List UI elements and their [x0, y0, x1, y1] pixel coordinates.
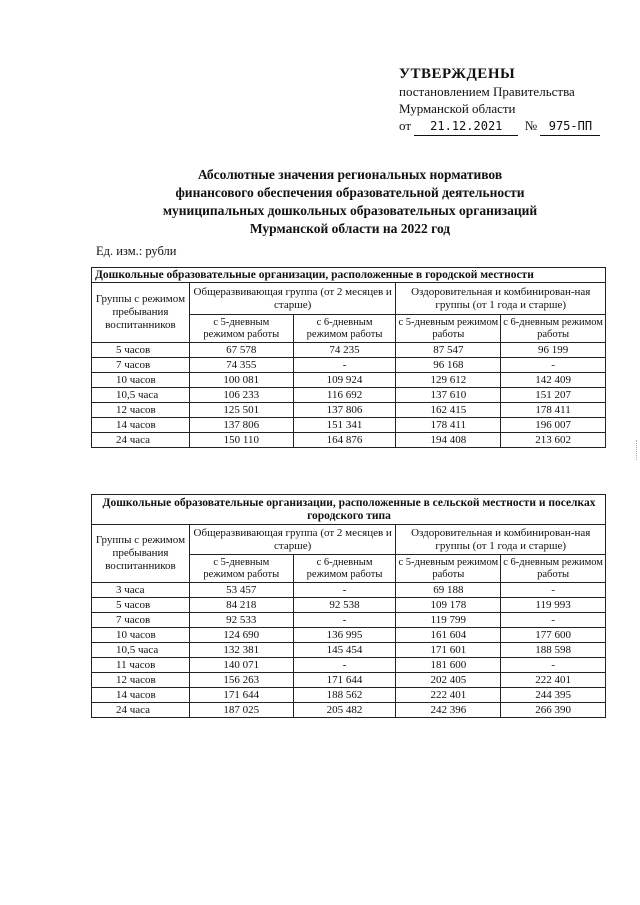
value-cell: 202 405 [396, 673, 501, 688]
table-row [92, 403, 606, 418]
stay-duration-cell: 5 часов [92, 343, 190, 358]
value-cell: 137 610 [396, 388, 501, 403]
value-cell: 92 533 [189, 613, 293, 628]
value-cell: 222 401 [501, 673, 606, 688]
document-title [60, 166, 640, 238]
table-row [92, 418, 606, 433]
value-cell: 145 454 [293, 643, 396, 658]
table-row [92, 388, 606, 403]
value-cell: 136 995 [293, 628, 396, 643]
table-body [92, 583, 606, 718]
table-heading: Дошкольные образовательные организации, расположенные в сельской местности и поселках городского типа [92, 495, 606, 525]
scan-edge-mark [636, 440, 640, 460]
table-row [92, 343, 606, 358]
value-cell: - [501, 613, 606, 628]
health-group-header: Оздоровительная и комбинирован-ная группы (от 1 года и старше) [396, 283, 606, 315]
value-cell: 125 501 [189, 403, 293, 418]
approval-line-2: Мурманской области [399, 101, 516, 116]
value-cell: 53 457 [189, 583, 293, 598]
approval-date-line [399, 117, 600, 136]
value-cell: 242 396 [396, 703, 501, 718]
value-cell: 164 876 [293, 433, 396, 448]
stay-duration-cell: 5 часов [92, 598, 190, 613]
five-day-header: с 5-дневным режимом работы [189, 315, 293, 343]
title-line-4: Мурманской области на 2022 год [249, 221, 451, 236]
value-cell: 266 390 [501, 703, 606, 718]
table-row [92, 628, 606, 643]
date-prefix: от [399, 118, 412, 133]
value-cell: 106 233 [189, 388, 293, 403]
value-cell: 171 644 [293, 673, 396, 688]
table-row [92, 613, 606, 628]
stay-duration-cell: 10 часов [92, 373, 190, 388]
value-cell: 205 482 [293, 703, 396, 718]
value-cell: 171 644 [189, 688, 293, 703]
value-cell: - [293, 583, 396, 598]
stay-duration-cell: 14 часов [92, 418, 190, 433]
value-cell: - [501, 358, 606, 373]
table-row [92, 358, 606, 373]
general-group-header: Общеразвивающая группа (от 2 месяцев и старше) [189, 283, 396, 315]
stay-duration-cell: 24 часа [92, 703, 190, 718]
value-cell: 142 409 [501, 373, 606, 388]
value-cell: 129 612 [396, 373, 501, 388]
table-row [92, 583, 606, 598]
title-line-3: муниципальных дошкольных образовательных организаций [162, 203, 538, 218]
value-cell: 84 218 [189, 598, 293, 613]
table-row [92, 688, 606, 703]
stay-duration-cell: 24 часа [92, 433, 190, 448]
value-cell: 222 401 [396, 688, 501, 703]
value-cell: - [293, 658, 396, 673]
value-cell: 196 007 [501, 418, 606, 433]
approval-line-1: постановлением Правительства [399, 84, 575, 99]
value-cell: 69 188 [396, 583, 501, 598]
value-cell: 151 341 [293, 418, 396, 433]
title-line-2: финансового обеспечения образовательной деятельности [175, 185, 525, 200]
stay-duration-cell: 3 часа [92, 583, 190, 598]
value-cell: 177 600 [501, 628, 606, 643]
value-cell: 119 799 [396, 613, 501, 628]
approval-block [399, 66, 600, 136]
six-day-header: с 6-дневным режимом работы [293, 555, 396, 583]
value-cell: - [501, 583, 606, 598]
stay-duration-cell: 10 часов [92, 628, 190, 643]
value-cell: 171 601 [396, 643, 501, 658]
value-cell: - [293, 358, 396, 373]
five-day-header: с 5-дневным режимом работы [396, 555, 501, 583]
approval-date: 21.12.2021 [414, 118, 518, 136]
value-cell: - [293, 613, 396, 628]
value-cell: 100 081 [189, 373, 293, 388]
stay-duration-cell: 11 часов [92, 658, 190, 673]
general-group-header: Общеразвивающая группа (от 2 месяцев и старше) [189, 525, 396, 555]
stay-duration-cell: 10,5 часа [92, 388, 190, 403]
value-cell: 188 598 [501, 643, 606, 658]
rural-standards-table [91, 494, 606, 718]
six-day-header: с 6-дневным режимом работы [501, 555, 606, 583]
value-cell: 92 538 [293, 598, 396, 613]
table-row [92, 433, 606, 448]
value-cell: 181 600 [396, 658, 501, 673]
table-row [92, 643, 606, 658]
value-cell: 124 690 [189, 628, 293, 643]
value-cell: 109 178 [396, 598, 501, 613]
six-day-header: с 6-дневным режимом работы [501, 315, 606, 343]
stay-mode-header: Группы с режимом пребывания воспитанников [92, 283, 190, 343]
value-cell: 156 263 [189, 673, 293, 688]
value-cell: 96 168 [396, 358, 501, 373]
value-cell: 74 235 [293, 343, 396, 358]
value-cell: 150 110 [189, 433, 293, 448]
stay-mode-header: Группы с режимом пребывания воспитанников [92, 525, 190, 583]
five-day-header: с 5-дневным режимом работы [396, 315, 501, 343]
table-row [92, 673, 606, 688]
value-cell: 67 578 [189, 343, 293, 358]
value-cell: 119 993 [501, 598, 606, 613]
value-cell: 140 071 [189, 658, 293, 673]
value-cell: 96 199 [501, 343, 606, 358]
approval-title: УТВЕРЖДЕНЫ [399, 66, 516, 82]
value-cell: 188 562 [293, 688, 396, 703]
table-body [92, 343, 606, 448]
number-prefix: № [524, 118, 538, 133]
urban-standards-table [91, 267, 606, 448]
value-cell: 244 395 [501, 688, 606, 703]
approval-number: 975-ПП [540, 118, 600, 136]
value-cell: 74 355 [189, 358, 293, 373]
units-label: Ед. изм.: рубли [96, 244, 177, 258]
value-cell: 109 924 [293, 373, 396, 388]
health-group-header: Оздоровительная и комбинирован-ная группы (от 1 года и старше) [396, 525, 606, 555]
value-cell: - [501, 658, 606, 673]
table-row [92, 703, 606, 718]
value-cell: 162 415 [396, 403, 501, 418]
stay-duration-cell: 10,5 часа [92, 643, 190, 658]
five-day-header: с 5-дневным режимом работы [189, 555, 293, 583]
table-row [92, 373, 606, 388]
value-cell: 87 547 [396, 343, 501, 358]
value-cell: 151 207 [501, 388, 606, 403]
value-cell: 116 692 [293, 388, 396, 403]
stay-duration-cell: 7 часов [92, 613, 190, 628]
value-cell: 194 408 [396, 433, 501, 448]
value-cell: 137 806 [293, 403, 396, 418]
table-row [92, 658, 606, 673]
value-cell: 213 602 [501, 433, 606, 448]
value-cell: 187 025 [189, 703, 293, 718]
table-heading: Дошкольные образовательные организации, расположенные в городской местности [92, 268, 606, 283]
stay-duration-cell: 12 часов [92, 673, 190, 688]
table-row [92, 598, 606, 613]
stay-duration-cell: 12 часов [92, 403, 190, 418]
value-cell: 132 381 [189, 643, 293, 658]
stay-duration-cell: 14 часов [92, 688, 190, 703]
title-line-1: Абсолютные значения региональных нормативов [197, 167, 503, 182]
value-cell: 161 604 [396, 628, 501, 643]
stay-duration-cell: 7 часов [92, 358, 190, 373]
value-cell: 137 806 [189, 418, 293, 433]
value-cell: 178 411 [396, 418, 501, 433]
six-day-header: с 6-дневным режимом работы [293, 315, 396, 343]
value-cell: 178 411 [501, 403, 606, 418]
